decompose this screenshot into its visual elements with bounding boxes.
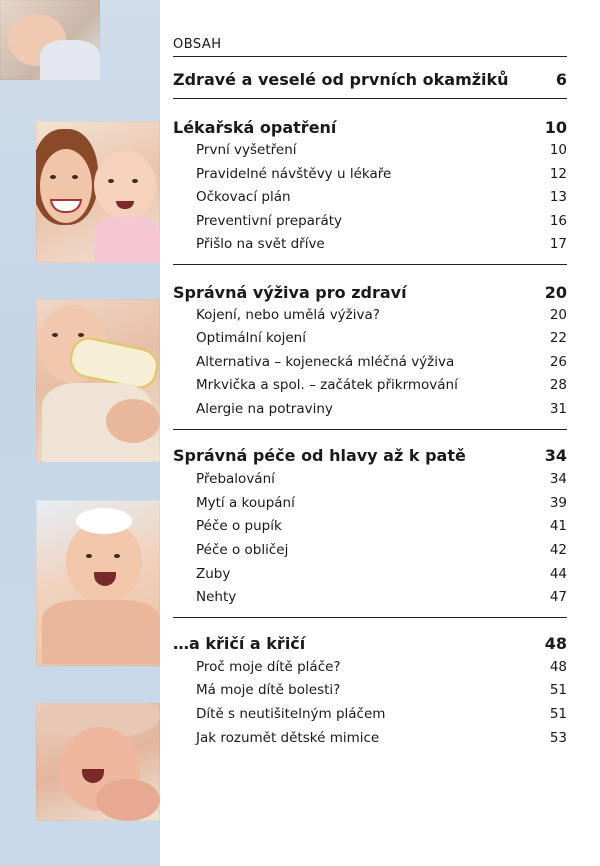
photo-mother-and-baby: [36, 121, 160, 263]
photo-sleeping-baby: [0, 0, 100, 80]
toc-item-page: 26: [549, 354, 567, 370]
toc-item[interactable]: [196, 518, 567, 534]
chapter-row[interactable]: [173, 283, 567, 302]
toc-item-title: Péče o obličej: [196, 542, 289, 558]
toc-header-label: OBSAH: [173, 37, 222, 52]
photo-bathing-baby: [36, 500, 160, 666]
chapter-row[interactable]: [173, 70, 567, 89]
toc-item-page: 51: [549, 706, 567, 722]
toc-item[interactable]: [196, 307, 567, 323]
toc-item-title: Optimální kojení: [196, 330, 306, 346]
chapter-rule: [173, 429, 567, 430]
chapter-row[interactable]: [173, 634, 567, 653]
toc-item-title: Přišlo na svět dříve: [196, 236, 325, 252]
toc-item[interactable]: [196, 495, 567, 511]
toc-item-page: 51: [549, 682, 567, 698]
toc-item-title: Má moje dítě bolesti?: [196, 682, 341, 698]
chapter-page: 34: [544, 446, 567, 465]
toc-item-page: 34: [549, 471, 567, 487]
toc-item-page: 48: [549, 659, 567, 675]
chapter-rule: [173, 264, 567, 265]
toc-item-page: 12: [549, 166, 567, 182]
chapter-title: Správná péče od hlavy až k patě: [173, 446, 466, 465]
toc-item-title: Alergie na potraviny: [196, 401, 333, 417]
toc-item[interactable]: [196, 589, 567, 605]
chapter-title: …a křičí a křičí: [173, 634, 306, 653]
toc-item-page: 16: [549, 213, 567, 229]
chapter-rule: [173, 617, 567, 618]
toc-item[interactable]: [196, 471, 567, 487]
chapter-row[interactable]: [173, 446, 567, 465]
toc-item-title: Očkovací plán: [196, 189, 291, 205]
toc-item-page: 53: [549, 730, 567, 746]
chapter-row[interactable]: [173, 118, 567, 137]
toc-item[interactable]: [196, 730, 567, 746]
toc-item[interactable]: [196, 401, 567, 417]
toc-item-title: Alternativa – kojenecká mléčná výživa: [196, 354, 455, 370]
toc-item[interactable]: [196, 566, 567, 582]
toc-item-title: První vyšetření: [196, 142, 297, 158]
toc-item[interactable]: [196, 142, 567, 158]
toc-item-page: 13: [549, 189, 567, 205]
chapter-title: Lékařská opatření: [173, 118, 337, 137]
toc-item-title: Nehty: [196, 589, 237, 605]
toc-item-title: Proč moje dítě pláče?: [196, 659, 341, 675]
toc-item-page: 39: [549, 495, 567, 511]
toc-item-page: 42: [549, 542, 567, 558]
header-rule: [173, 56, 567, 57]
toc-item[interactable]: [196, 706, 567, 722]
toc-item-title: Jak rozumět dětské mimice: [196, 730, 380, 746]
toc-item[interactable]: [196, 189, 567, 205]
toc-item[interactable]: [196, 213, 567, 229]
chapter-title: Správná výživa pro zdraví: [173, 283, 407, 302]
toc-item-page: 41: [549, 518, 567, 534]
toc-item-title: Mrkvička a spol. – začátek přikrmování: [196, 377, 458, 393]
chapter-page: 10: [544, 118, 567, 137]
toc-item[interactable]: [196, 542, 567, 558]
toc-item[interactable]: [196, 354, 567, 370]
toc-item-page: 28: [549, 377, 567, 393]
chapter-page: 20: [544, 283, 567, 302]
toc-item[interactable]: [196, 330, 567, 346]
toc-item-title: Přebalování: [196, 471, 275, 487]
toc-item-title: Péče o pupík: [196, 518, 282, 534]
toc-item[interactable]: [196, 377, 567, 393]
chapter-title: Zdravé a veselé od prvních okamžiků: [173, 70, 509, 89]
toc-item-page: 17: [549, 236, 567, 252]
toc-item-page: 44: [549, 566, 567, 582]
toc-item-title: Pravidelné návštěvy u lékaře: [196, 166, 392, 182]
toc-item[interactable]: [196, 236, 567, 252]
toc-item-page: 22: [549, 330, 567, 346]
toc-item-title: Dítě s neutišitelným pláčem: [196, 706, 386, 722]
chapter-rule: [173, 98, 567, 99]
toc-item-page: 47: [549, 589, 567, 605]
toc-item-title: Preventivní preparáty: [196, 213, 343, 229]
toc-item-title: Kojení, nebo umělá výživa?: [196, 307, 380, 323]
toc-item-title: Mytí a koupání: [196, 495, 295, 511]
toc-item-page: 20: [549, 307, 567, 323]
toc-item[interactable]: [196, 682, 567, 698]
chapter-page: 6: [555, 70, 567, 89]
photo-crying-baby: [36, 703, 160, 821]
toc-item-page: 31: [549, 401, 567, 417]
photo-baby-with-bottle: [36, 299, 160, 462]
toc-item-title: Zuby: [196, 566, 231, 582]
chapter-page: 48: [544, 634, 567, 653]
toc-item-page: 10: [549, 142, 567, 158]
toc-item[interactable]: [196, 166, 567, 182]
toc-item[interactable]: [196, 659, 567, 675]
